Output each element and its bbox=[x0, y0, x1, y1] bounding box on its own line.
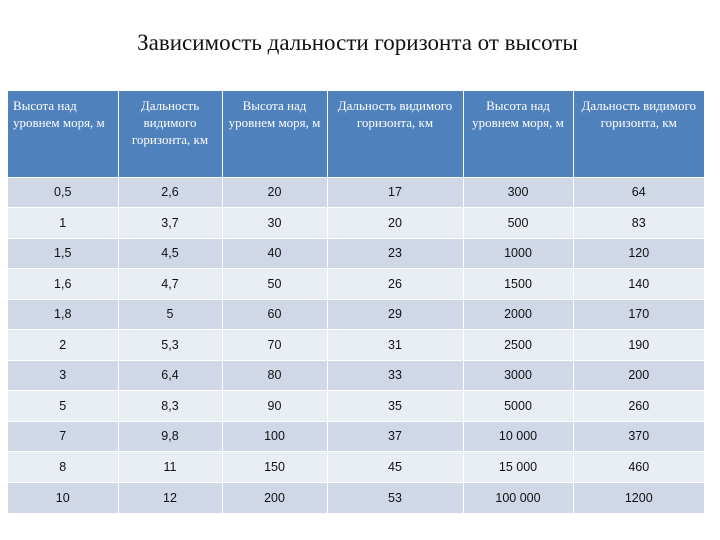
column-header: Высота над уровнем моря, м bbox=[222, 91, 327, 177]
table-cell: 70 bbox=[222, 330, 327, 361]
table-cell: 9,8 bbox=[118, 421, 222, 452]
table-row bbox=[8, 391, 704, 422]
table-cell: 37 bbox=[327, 421, 463, 452]
table-cell: 500 bbox=[463, 208, 573, 239]
column-header: Дальность видимого горизонта, км bbox=[118, 91, 222, 177]
table-cell: 120 bbox=[573, 238, 704, 269]
table-cell: 90 bbox=[222, 391, 327, 422]
table-cell: 140 bbox=[573, 269, 704, 300]
table-cell: 5 bbox=[8, 391, 118, 422]
table-cell: 4,7 bbox=[118, 269, 222, 300]
table-cell: 100 000 bbox=[463, 482, 573, 513]
table-header-row bbox=[8, 91, 704, 177]
table-cell: 3,7 bbox=[118, 208, 222, 239]
table-cell: 10 bbox=[8, 482, 118, 513]
table-row bbox=[8, 421, 704, 452]
table-row bbox=[8, 452, 704, 483]
table-cell: 5,3 bbox=[118, 330, 222, 361]
table-cell: 2000 bbox=[463, 299, 573, 330]
table-cell: 100 bbox=[222, 421, 327, 452]
table-cell: 17 bbox=[327, 177, 463, 208]
table-cell: 6,4 bbox=[118, 360, 222, 391]
table-cell: 10 000 bbox=[463, 421, 573, 452]
table-cell: 11 bbox=[118, 452, 222, 483]
table-cell: 1500 bbox=[463, 269, 573, 300]
table-cell: 31 bbox=[327, 330, 463, 361]
page-title: Зависимость дальности горизонта от высоты bbox=[137, 30, 578, 55]
table-cell: 4,5 bbox=[118, 238, 222, 269]
table-cell: 50 bbox=[222, 269, 327, 300]
column-header: Высота над уровнем моря, м bbox=[463, 91, 573, 177]
table-body bbox=[8, 177, 704, 513]
table-cell: 26 bbox=[327, 269, 463, 300]
table-cell: 170 bbox=[573, 299, 704, 330]
table-cell: 15 000 bbox=[463, 452, 573, 483]
table-cell: 7 bbox=[8, 421, 118, 452]
table-cell: 1,6 bbox=[8, 269, 118, 300]
table-cell: 29 bbox=[327, 299, 463, 330]
table-cell: 260 bbox=[573, 391, 704, 422]
table-row bbox=[8, 269, 704, 300]
column-header: Дальность видимого горизонта, км bbox=[327, 91, 463, 177]
table-cell: 200 bbox=[222, 482, 327, 513]
table-cell: 45 bbox=[327, 452, 463, 483]
table-cell: 2 bbox=[8, 330, 118, 361]
table-cell: 2500 bbox=[463, 330, 573, 361]
table-cell: 200 bbox=[573, 360, 704, 391]
table-cell: 1,8 bbox=[8, 299, 118, 330]
table-row bbox=[8, 299, 704, 330]
table-cell: 2,6 bbox=[118, 177, 222, 208]
table-cell: 3 bbox=[8, 360, 118, 391]
table-cell: 1000 bbox=[463, 238, 573, 269]
table-cell: 80 bbox=[222, 360, 327, 391]
table-cell: 3000 bbox=[463, 360, 573, 391]
table-row bbox=[8, 360, 704, 391]
table-cell: 0,5 bbox=[8, 177, 118, 208]
column-header: Дальность видимого горизонта, км bbox=[573, 91, 704, 177]
table-cell: 1 bbox=[8, 208, 118, 239]
table-cell: 8,3 bbox=[118, 391, 222, 422]
table-cell: 60 bbox=[222, 299, 327, 330]
table-row bbox=[8, 482, 704, 513]
table-cell: 64 bbox=[573, 177, 704, 208]
table-cell: 460 bbox=[573, 452, 704, 483]
table-cell: 30 bbox=[222, 208, 327, 239]
table-cell: 20 bbox=[327, 208, 463, 239]
table-cell: 1200 bbox=[573, 482, 704, 513]
table-cell: 370 bbox=[573, 421, 704, 452]
table-cell: 1,5 bbox=[8, 238, 118, 269]
table-row bbox=[8, 208, 704, 239]
table-cell: 5 bbox=[118, 299, 222, 330]
table-cell: 53 bbox=[327, 482, 463, 513]
horizon-distance-table bbox=[8, 91, 704, 513]
table-row bbox=[8, 238, 704, 269]
table-row bbox=[8, 330, 704, 361]
table-row bbox=[8, 177, 704, 208]
table-cell: 20 bbox=[222, 177, 327, 208]
table-cell: 23 bbox=[327, 238, 463, 269]
table-cell: 12 bbox=[118, 482, 222, 513]
table-cell: 33 bbox=[327, 360, 463, 391]
table-cell: 5000 bbox=[463, 391, 573, 422]
table-cell: 83 bbox=[573, 208, 704, 239]
table-cell: 35 bbox=[327, 391, 463, 422]
table-cell: 150 bbox=[222, 452, 327, 483]
table-cell: 300 bbox=[463, 177, 573, 208]
table-cell: 40 bbox=[222, 238, 327, 269]
table-cell: 8 bbox=[8, 452, 118, 483]
table-cell: 190 bbox=[573, 330, 704, 361]
column-header: Высота над уровнем моря, м bbox=[8, 91, 118, 177]
